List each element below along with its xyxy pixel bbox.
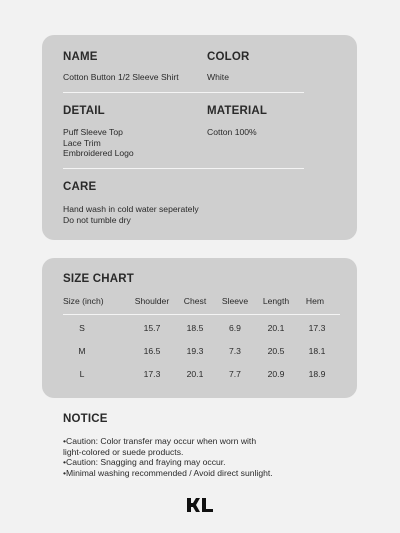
divider (63, 314, 340, 315)
name-value: Cotton Button 1/2 Sleeve Shirt (63, 72, 179, 82)
table-cell: 20.9 (267, 369, 285, 379)
hem-header: Hem (305, 296, 325, 306)
table-cell: S (79, 323, 85, 333)
table-cell: 18.5 (186, 323, 204, 333)
chest-header: Chest (183, 296, 207, 306)
table-cell: 17.3 (308, 323, 326, 333)
name-label: NAME (63, 51, 98, 63)
detail-value: Puff Sleeve Top Lace Trim Embroidered Logo (63, 127, 134, 158)
material-label: MATERIAL (207, 105, 268, 117)
notice-item: •Minimal washing recommended / Avoid direct sunlight. (63, 467, 273, 478)
sleeve-header: Sleeve (221, 296, 249, 306)
table-cell: L (79, 369, 85, 379)
table-cell: M (78, 346, 86, 356)
size-chart-title: SIZE CHART (63, 273, 134, 285)
notice-title: NOTICE (63, 413, 108, 425)
brand-logo-icon (186, 497, 214, 513)
table-cell: 17.3 (143, 369, 161, 379)
color-label: COLOR (207, 51, 250, 63)
table-cell: 15.7 (143, 323, 161, 333)
shoulder-header: Shoulder (134, 296, 170, 306)
table-cell: 18.9 (308, 369, 326, 379)
product-info-card (42, 35, 357, 240)
table-cell: 19.3 (186, 346, 204, 356)
detail-label: DETAIL (63, 105, 105, 117)
table-cell: 7.7 (229, 369, 241, 379)
table-cell: 20.1 (267, 323, 285, 333)
notice-list (63, 436, 353, 478)
notice-item: •Caution: Color transfer may occur when worn with light-colored or suede products. (63, 436, 257, 457)
notice-item: •Caution: Snagging and fraying may occur. (63, 457, 226, 467)
care-value: Hand wash in cold water seperately Do not tumble dry (63, 204, 199, 225)
table-cell: 16.5 (143, 346, 161, 356)
size-header: Size (inch) (63, 296, 104, 306)
table-cell: 7.3 (229, 346, 241, 356)
table-cell: 20.5 (267, 346, 285, 356)
table-cell: 6.9 (229, 323, 241, 333)
divider (63, 168, 304, 169)
length-header: Length (262, 296, 290, 306)
divider (63, 92, 304, 93)
table-cell: 18.1 (308, 346, 326, 356)
size-chart-card (42, 258, 357, 398)
table-cell: 20.1 (186, 369, 204, 379)
color-value: White (207, 72, 229, 82)
material-value: Cotton 100% (207, 127, 257, 137)
care-label: CARE (63, 181, 97, 193)
